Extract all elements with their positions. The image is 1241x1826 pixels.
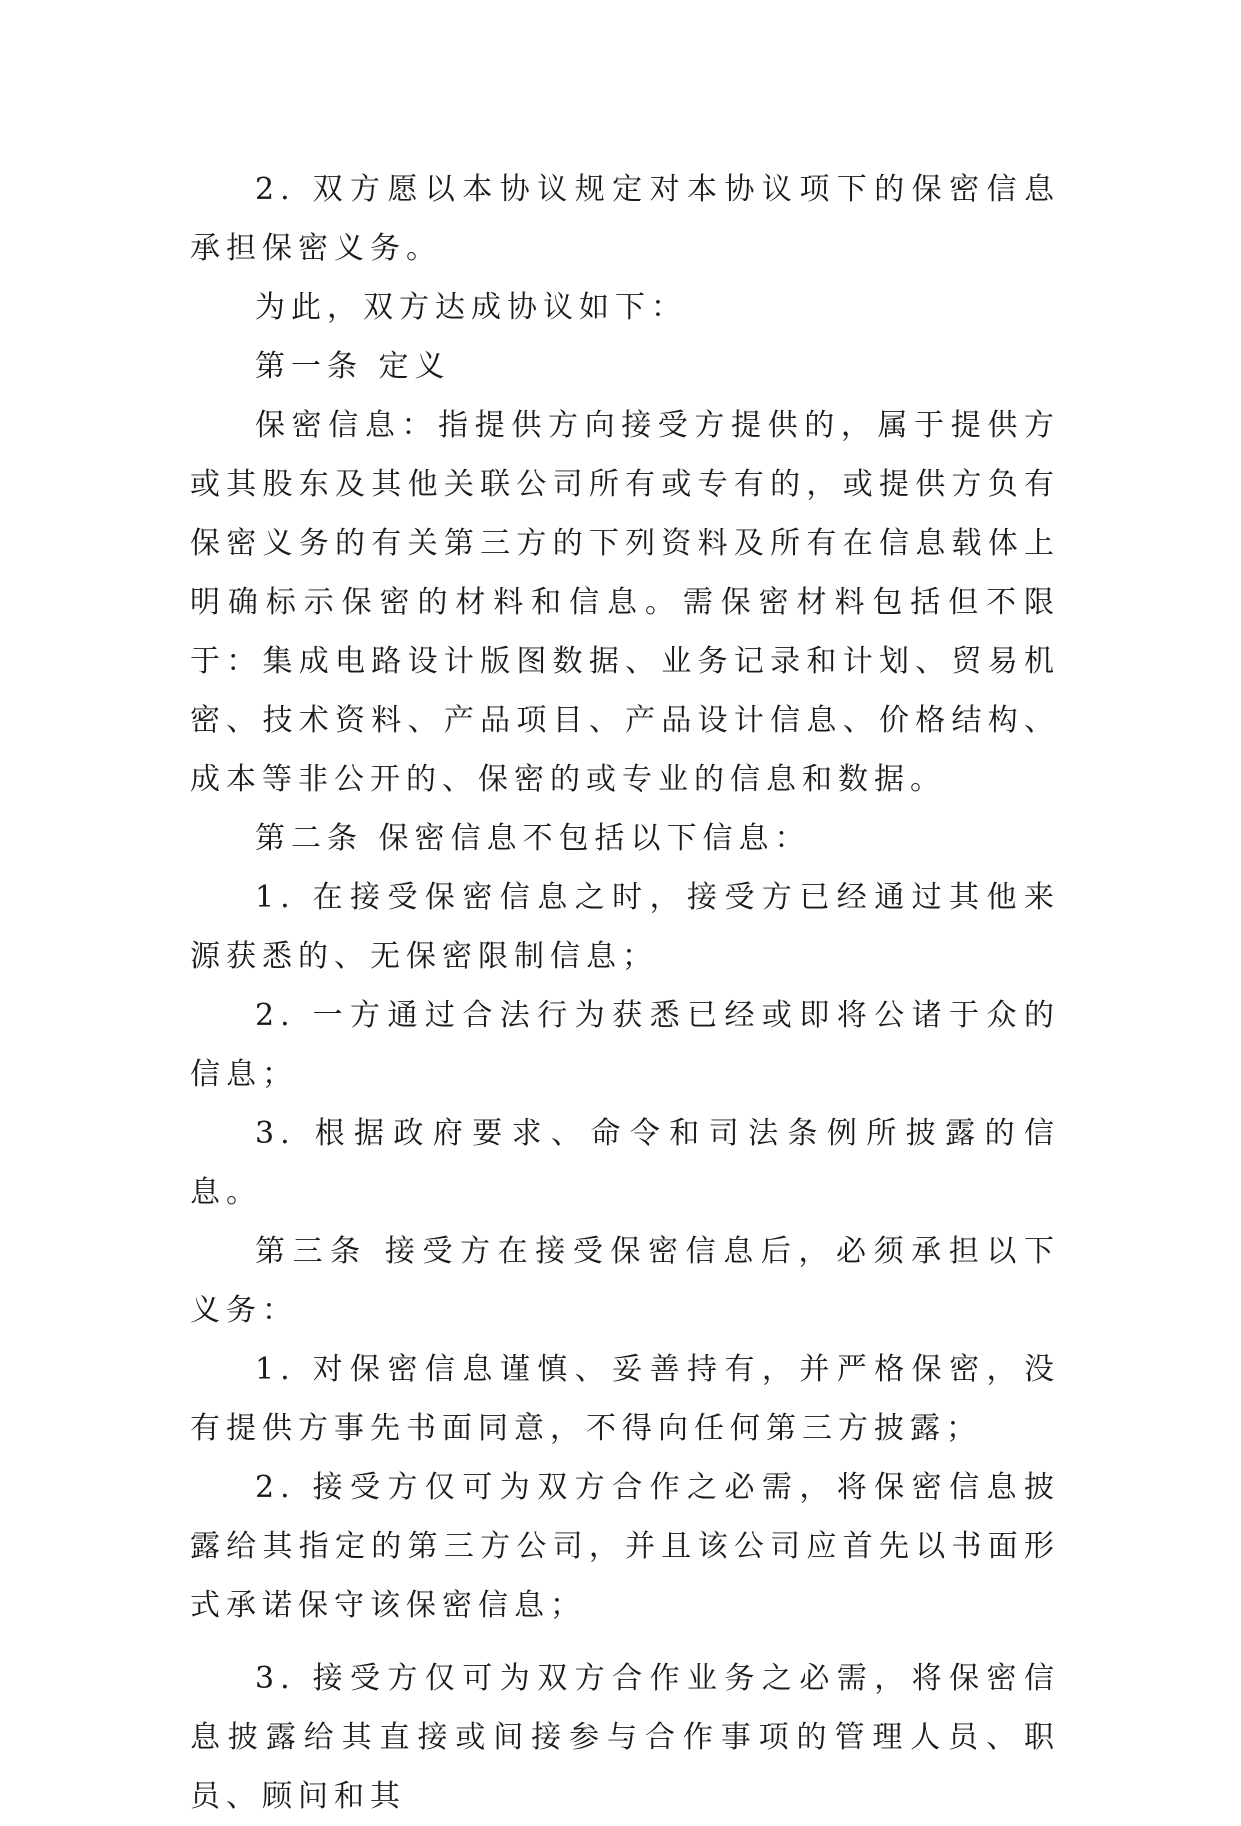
document-body <box>190 160 1060 1826</box>
article-2-item-2: 2. 一方通过合法行为获悉已经或即将公诸于众的信息； <box>190 998 1060 1092</box>
article-2-item-3: 3. 根据政府要求、命令和司法条例所披露的信息。 <box>190 1116 1060 1210</box>
article-2-item-1: 1. 在接受保密信息之时，接受方已经通过其他来源获悉的、无保密限制信息； <box>190 880 1060 974</box>
article-2-heading: 第二条 保密信息不包括以下信息： <box>255 821 811 856</box>
article-3-item-2: 2. 接受方仅可为双方合作之必需，将保密信息披露给其指定的第三方公司，并且该公司应首先以书面形式承诺保守该保密信息； <box>190 1470 1060 1623</box>
paragraph-agreement-intro: 为此，双方达成协议如下： <box>255 290 687 325</box>
article-3-item-3: 3. 接受方仅可为双方合作业务之必需，将保密信息披露给其直接或间接参与合作事项的管理人员、职员、顾问和其 <box>190 1661 1060 1814</box>
paragraph-confidential-info-definition: 保密信息：指提供方向接受方提供的，属于提供方或其股东及其他关联公司所有或专有的，或提供方负有保密义务的有关第三方的下列资料及所有在信息载体上明确标示保密的材料和信息。需保密材料包括但不限于：集成电路设计版图数据、业务记录和计划、贸易机密、技术资料、产品项目、产品设计信息、价格结构、成本等非公开的、保密的或专业的信息和数据。 <box>190 408 1060 797</box>
article-3-heading: 第三条 接受方在接受保密信息后，必须承担以下义务： <box>190 1234 1060 1328</box>
article-1-heading: 第一条 定义 <box>255 349 451 384</box>
paragraph-confidentiality-obligation: 2. 双方愿以本协议规定对本协议项下的保密信息承担保密义务。 <box>190 172 1060 266</box>
article-3-item-1: 1. 对保密信息谨慎、妥善持有，并严格保密，没有提供方事先书面同意，不得向任何第三方披露； <box>190 1352 1060 1446</box>
